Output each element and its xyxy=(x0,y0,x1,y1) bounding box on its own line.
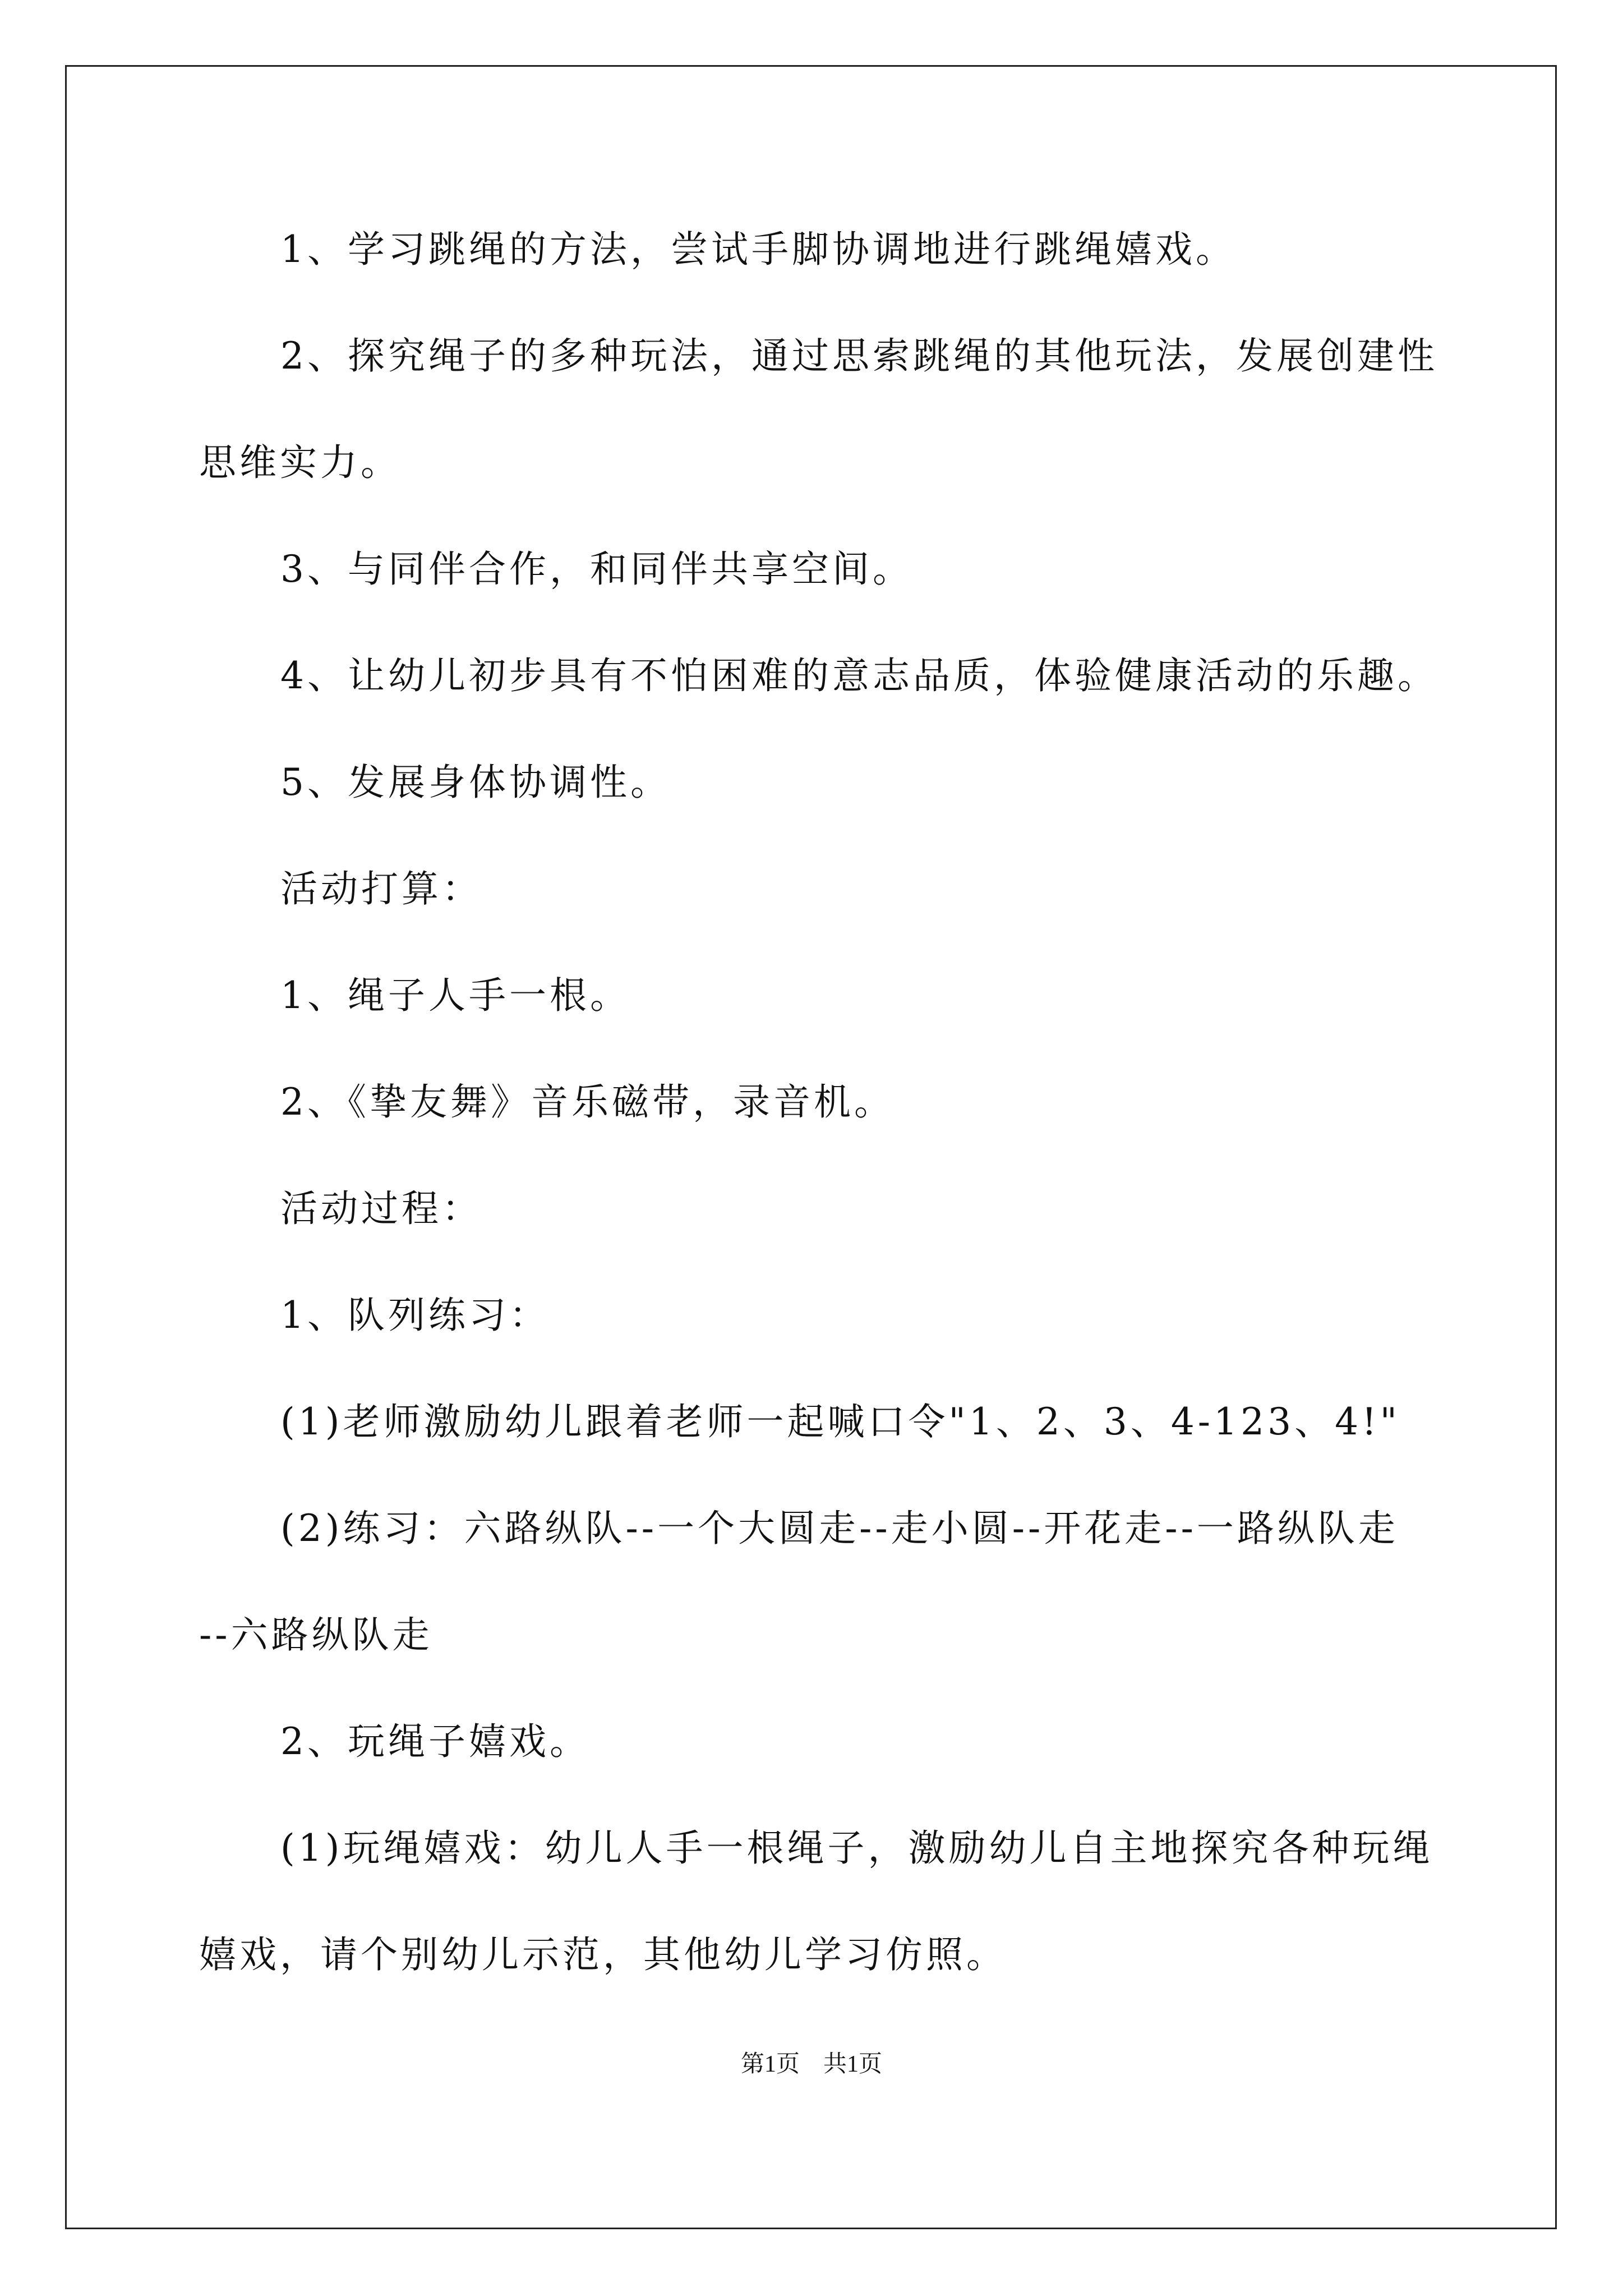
text-line-1: 1、学习跳绳的方法，尝试手脚协调地进行跳绳嬉戏。 xyxy=(280,228,1236,271)
text-line-4: 3、与同伴合作，和同伴共享空间。 xyxy=(280,547,913,591)
text-line-6: 5、发展身体协调性。 xyxy=(280,761,671,804)
text-line-16: (1)玩绳嬉戏：幼儿人手一根绳子，激励幼儿自主地探究各种玩绳 xyxy=(280,1826,1433,1870)
text-line-17: 嬉戏，请个别幼儿示范，其他幼儿学习仿照。 xyxy=(199,1933,1007,1976)
text-line-2: 2、探究绳子的多种玩法，通过思索跳绳的其他玩法，发展创建性 xyxy=(280,334,1438,378)
page-border xyxy=(65,65,1557,2229)
text-line-13: (2)练习：六路纵队--一个大圆走--走小圆--开花走--一路纵队走 xyxy=(280,1507,1399,1550)
text-line-3: 思维实力。 xyxy=(199,441,401,484)
text-line-12: (1)老师激励幼儿跟着老师一起喊口令"1、2、3、4-123、4!" xyxy=(280,1400,1400,1443)
text-line-15: 2、玩绳子嬉戏。 xyxy=(280,1720,590,1763)
section-heading-process: 活动过程： xyxy=(280,1187,482,1230)
text-line-11: 1、队列练习： xyxy=(280,1294,550,1337)
text-line-8: 1、绳子人手一根。 xyxy=(280,974,630,1017)
section-heading-preparation: 活动打算： xyxy=(280,867,482,910)
page-footer: 第1页 共1页 xyxy=(740,2051,882,2077)
text-line-9: 2、《挚友舞》音乐磁带，录音机。 xyxy=(280,1080,895,1124)
text-line-5: 4、让幼儿初步具有不怕困难的意志品质，体验健康活动的乐趣。 xyxy=(280,654,1438,697)
text-line-14: --六路纵队走 xyxy=(199,1613,433,1657)
